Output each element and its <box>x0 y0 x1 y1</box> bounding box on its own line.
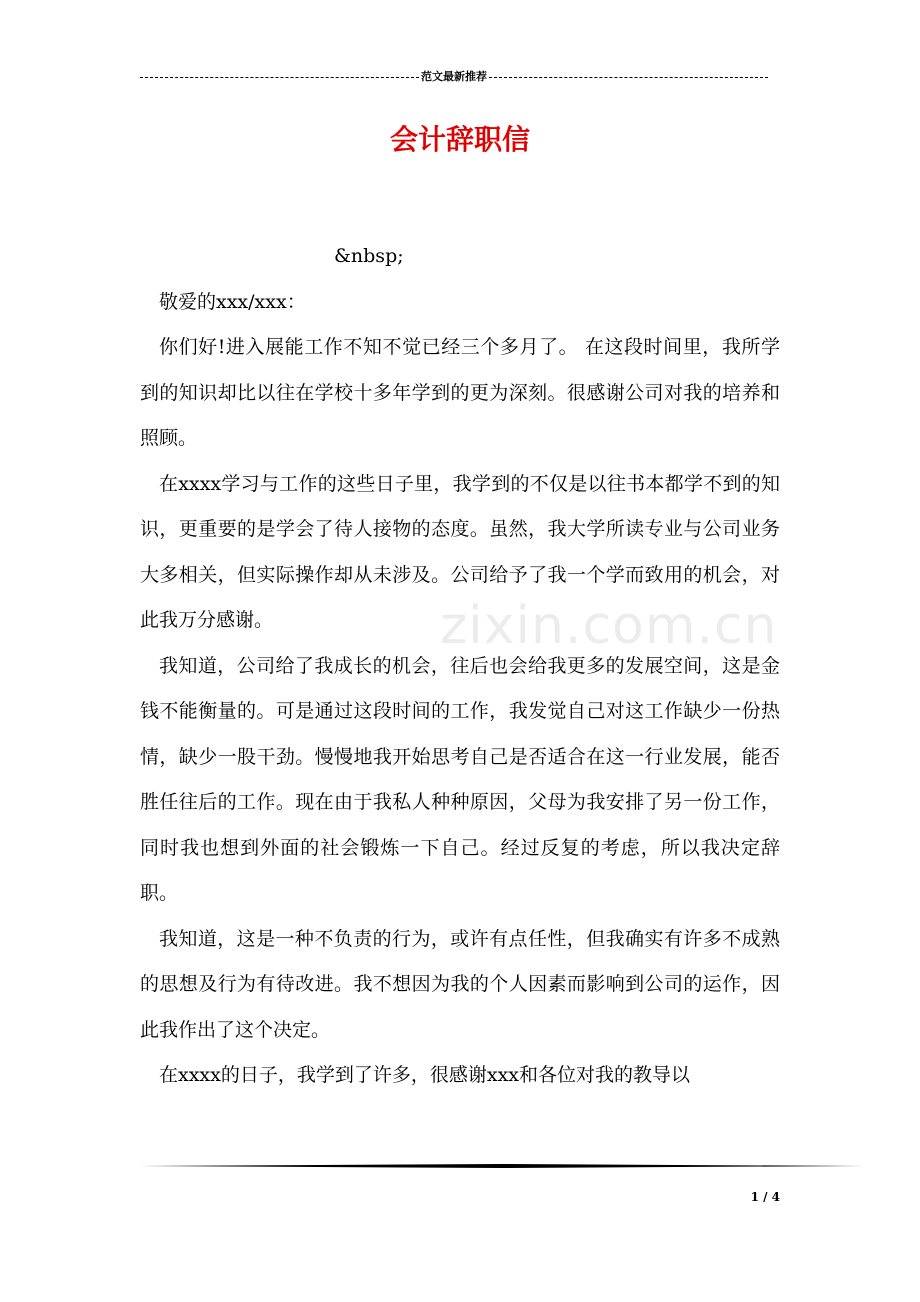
paragraph-3: 我知道，公司给了我成长的机会，往后也会给我更多的发展空间，这是金钱不能衡量的。可是通过这段时间的工作，我发觉自己对这工作缺少一份热情，缺少一股干劲。慢慢地我开始思考自己是否适合在这一行业发展，能否胜任往后的工作。现在由于我私人种种原因，父母为我安排了另一份工作，同时我也想到外面的社会锻炼一下自己。经过反复的考虑，所以我决定辞职。 <box>140 654 780 904</box>
salutation: 敬爱的xxx/xxx： <box>159 290 306 313</box>
letter-body <box>140 234 780 1099</box>
document-title: 会计辞职信 <box>389 123 530 156</box>
header-label: 范文最新推荐 <box>421 70 487 83</box>
paragraph-2: 在xxxx学习与工作的这些日子里，我学到的不仅是以往书本都学不到的知识，更重要的是学会了待人接物的态度。虽然，我大学所读专业与公司业务大多相关，但实际操作却从未涉及。公司给予了我一个学而致用的机会，对此我万分感谢。 <box>140 472 780 631</box>
header-dash-right <box>489 69 768 85</box>
page-number: 1 / 4 <box>750 1190 780 1204</box>
paragraph-1: 你们好!进入展能工作不知不觉已经三个多月了。 在这段时间里，我所学到的知识却比以往在学校十多年学到的更为深刻。很感谢公司对我的培养和照顾。 <box>140 336 780 449</box>
paragraph-4: 我知道，这是一种不负责的行为，或许有点任性，但我确实有许多不成熟的思想及行为有待改进。我不想因为我的个人因素而影响到公司的运作，因此我作出了这个决定。 <box>140 927 780 1041</box>
header-dash-left <box>140 69 419 85</box>
watermark: zixin.com.cn <box>440 596 778 656</box>
nbsp-line: &nbsp; <box>334 245 404 267</box>
page-header <box>140 69 768 85</box>
paragraph-5: 在xxxx的日子，我学到了许多，很感谢xxx和各位对我的教导以 <box>159 1064 691 1086</box>
footer-rule <box>140 1164 864 1168</box>
